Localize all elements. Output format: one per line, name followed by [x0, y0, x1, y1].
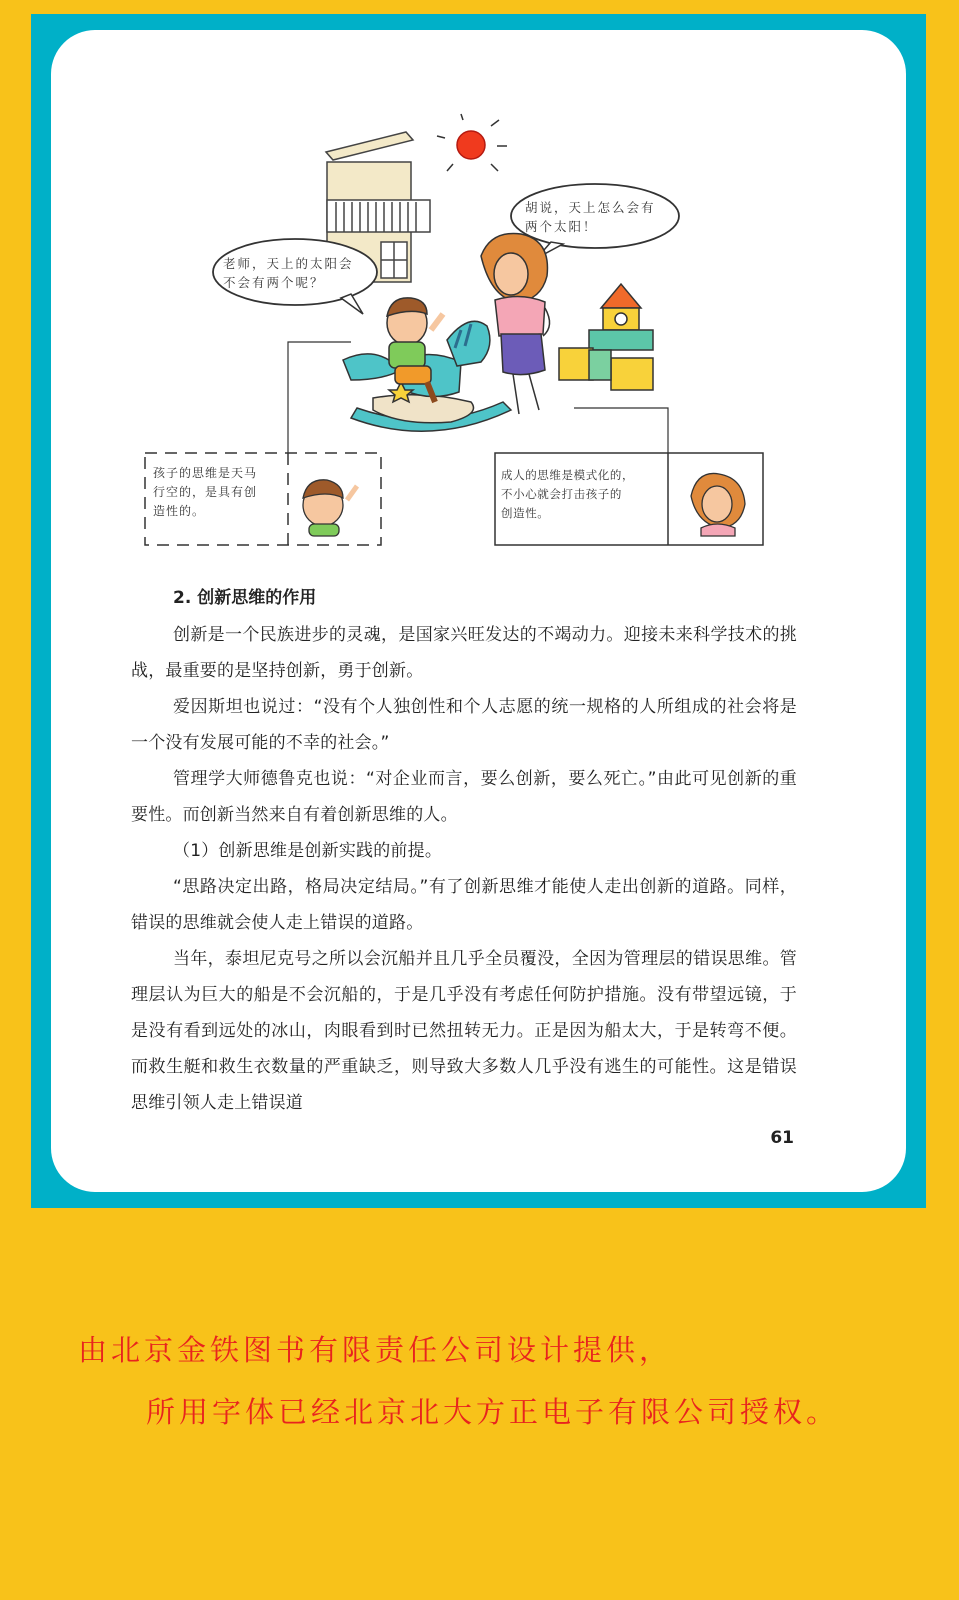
child-box-line: 造性的。 — [153, 504, 206, 518]
paragraph: 爱因斯坦也说过：“没有个人独创性和个人志愿的统一规格的人所组成的社会将是一个没有发展可能的不幸的社会。” — [131, 697, 797, 753]
adult-box-line: 成人的思维是模式化的， — [501, 468, 635, 482]
child-bubble-line: 老师，天上的太阳会 — [223, 256, 354, 271]
child-box-line: 行空的，是具有创 — [153, 485, 258, 499]
child-bubble-text — [223, 254, 354, 292]
section-heading: 2. 创新思维的作用 — [173, 588, 317, 608]
article-body — [131, 585, 797, 1121]
teacher-bubble-text — [525, 198, 656, 236]
child-box-text — [153, 464, 257, 521]
sun-icon — [437, 114, 507, 171]
adult-box-line: 不小心就会打击孩子的 — [501, 487, 622, 501]
adult-box-line: 创造性。 — [501, 506, 550, 520]
child-box-line: 孩子的思维是天马 — [153, 466, 258, 480]
credit-line-1: 由北京金铁图书有限责任公司设计提供， — [78, 1333, 673, 1367]
teacher-figure — [481, 233, 550, 414]
paragraph: 管理学大师德鲁克也说：“对企业而言，要么创新，要么死亡。”由此可见创新的重要性。而创新当然来自有着创新思维的人。 — [131, 769, 797, 825]
paragraph: “思路决定出路，格局决定结局。”有了创新思维才能使人走出创新的道路。同样，错误的思维就会使人走上错误的道路。 — [131, 877, 797, 933]
page-frame — [31, 14, 926, 1208]
toy-blocks — [559, 284, 653, 390]
credit-line-2: 所用字体已经北京北大方正电子有限公司授权。 — [146, 1395, 840, 1429]
page-number: 61 — [770, 1128, 794, 1148]
paragraph: 当年，泰坦尼克号之所以会沉船并且几乎全员覆没，全因为管理层的错误思维。管理层认为巨大的船是不会沉船的，于是几乎没有考虑任何防护措施。没有带望远镜，于是没有看到远处的冰山，肉眼看到时已然扭转无力。正是因为船太大，于是转弯不便。而救生艇和救生衣数量的严重缺乏，则导致大多数人几乎没有逃生的可能性。这是错误思维引领人走上错误道 — [131, 949, 797, 1113]
book-page — [51, 30, 906, 1192]
paragraph: 创新是一个民族进步的灵魂，是国家兴旺发达的不竭动力。迎接未来科学技术的挑战，最重要的是坚持创新，勇于创新。 — [131, 625, 797, 681]
child-bubble-line: 不会有两个呢？ — [223, 275, 325, 290]
teacher-bubble-line: 两个太阳！ — [525, 219, 598, 234]
adult-box-text — [501, 466, 634, 523]
paragraph: （1）创新思维是创新实践的前提。 — [173, 841, 443, 861]
teacher-bubble-line: 胡说，天上怎么会有 — [525, 200, 656, 215]
